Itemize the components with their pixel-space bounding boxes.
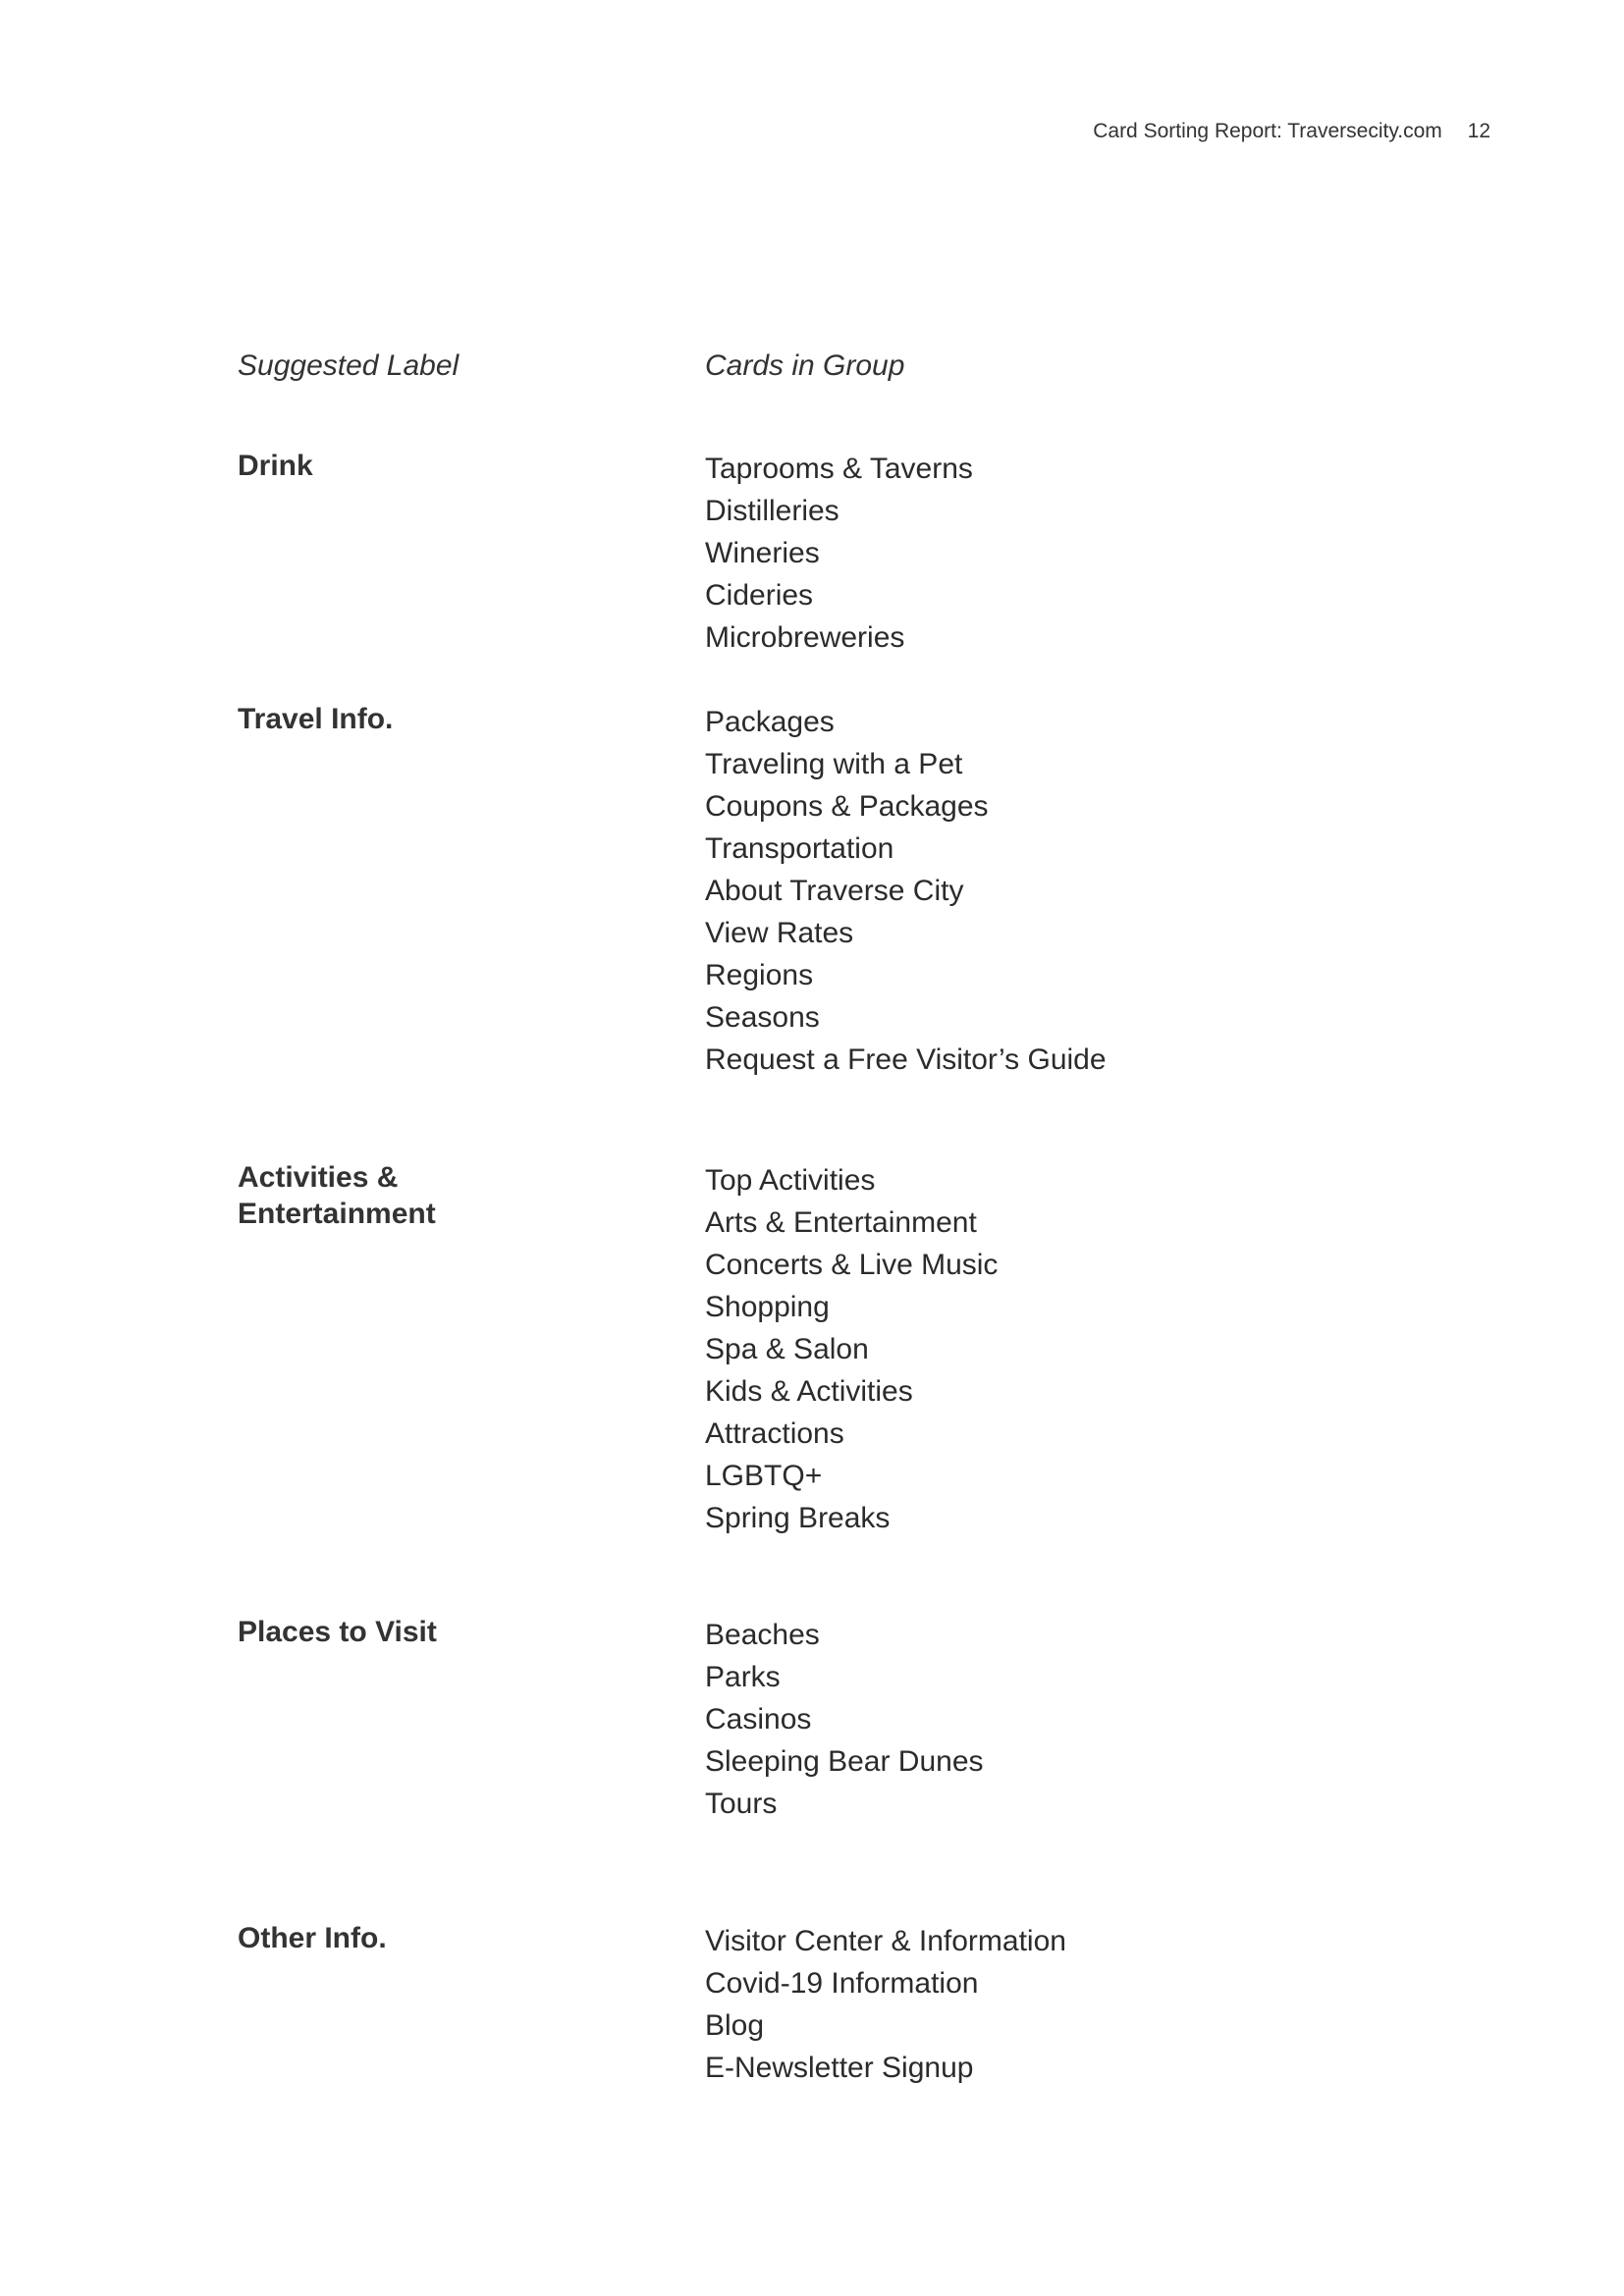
card-item: Concerts & Live Music: [705, 1249, 999, 1281]
card-item: Regions: [705, 959, 814, 991]
card-item: Transportation: [705, 832, 894, 865]
cards-in-group-header: Cards in Group: [705, 349, 905, 382]
group-label: Activities & Entertainment: [238, 1161, 436, 1230]
card-item: Shopping: [705, 1291, 830, 1323]
card-item: Visitor Center & Information: [705, 1925, 1066, 1957]
group-label: Other Info.: [238, 1922, 387, 1954]
card-list: [705, 1159, 998, 1539]
card-item: Spa & Salon: [705, 1333, 869, 1365]
card-item: Request a Free Visitor’s Guide: [705, 1043, 1107, 1076]
card-list: [705, 448, 973, 659]
card-item: Wineries: [705, 537, 820, 569]
card-item: Blog: [705, 2009, 765, 2042]
card-item: About Traverse City: [705, 875, 964, 907]
group-label: Places to Visit: [238, 1616, 437, 1648]
card-item: Beaches: [705, 1619, 820, 1651]
card-item: Parks: [705, 1661, 781, 1693]
card-item: Traveling with a Pet: [705, 748, 963, 780]
card-item: Covid-19 Information: [705, 1967, 979, 2000]
card-item: Microbreweries: [705, 621, 905, 654]
card-item: Distilleries: [705, 495, 839, 527]
card-item: Taprooms & Taverns: [705, 453, 973, 485]
card-item: Top Activities: [705, 1164, 876, 1197]
card-item: Tours: [705, 1788, 778, 1820]
card-item: Casinos: [705, 1703, 812, 1735]
card-item: Packages: [705, 706, 835, 738]
running-header: [1093, 120, 1490, 143]
card-item: Spring Breaks: [705, 1502, 891, 1534]
card-item: Kids & Activities: [705, 1375, 913, 1408]
card-item: Arts & Entertainment: [705, 1206, 977, 1239]
card-item: Cideries: [705, 579, 814, 612]
card-item: LGBTQ+: [705, 1460, 823, 1492]
group-label: Travel Info.: [238, 703, 394, 735]
suggested-label-header: Suggested Label: [238, 349, 460, 382]
card-item: Sleeping Bear Dunes: [705, 1745, 984, 1778]
report-title: Card Sorting Report: Traversecity.com: [1093, 120, 1442, 142]
card-list: [705, 1614, 984, 1825]
card-item: Coupons & Packages: [705, 790, 989, 823]
card-list: [705, 1920, 1066, 2089]
card-item: Seasons: [705, 1001, 820, 1034]
card-item: E-Newsletter Signup: [705, 2052, 974, 2084]
page-number: 12: [1467, 120, 1490, 142]
card-item: Attractions: [705, 1417, 844, 1450]
group-label: Drink: [238, 450, 313, 482]
card-item: View Rates: [705, 917, 854, 949]
card-list: [705, 701, 1107, 1081]
